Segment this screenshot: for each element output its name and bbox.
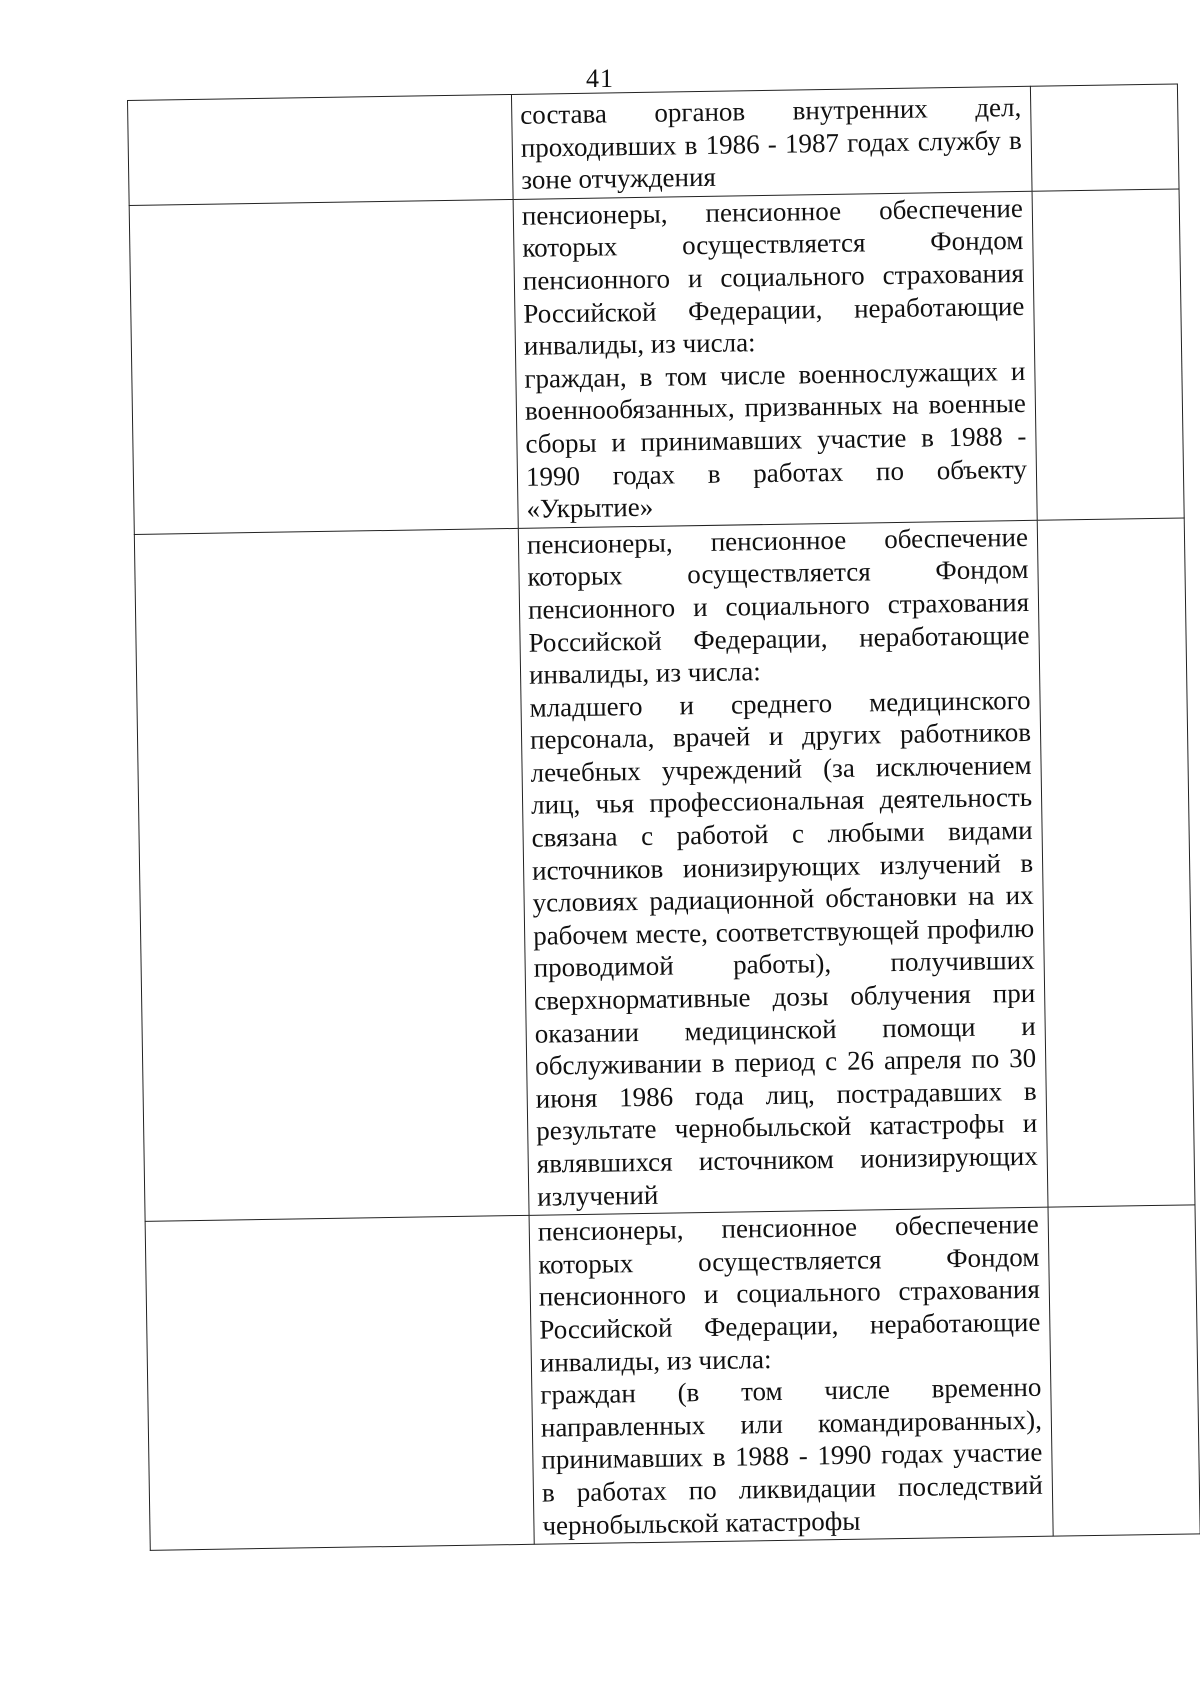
table-cell-empty-left bbox=[129, 199, 518, 534]
table-row bbox=[128, 84, 1180, 205]
table-row bbox=[129, 189, 1184, 534]
table-row bbox=[134, 518, 1195, 1222]
table-cell-empty-right bbox=[1048, 1205, 1200, 1536]
page-number: 41 bbox=[586, 64, 614, 93]
table-cell-text bbox=[529, 1207, 1053, 1544]
table-cell-empty-left bbox=[128, 94, 514, 205]
table-cell-empty-left bbox=[134, 528, 529, 1221]
table-cell-empty-right bbox=[1032, 189, 1184, 520]
cell-paragraph: пенсионеры, пенсионное обеспечение которых осуществляется Фондом пенсионного и социального страхования Российской Федерации, неработающие инвалиды, из числа: bbox=[537, 1209, 1041, 1378]
cell-paragraph: пенсионеры, пенсионное обеспечение которых осуществляется Фондом пенсионного и социального страхования Российской Федерации, неработающие инвалиды, из числа: bbox=[526, 521, 1030, 690]
cell-paragraph: граждан (в том числе временно направленных или командированных), принимавших в 1988 - 1990 годах участие в работах по ликвидации последствий чернобыльской катастрофы bbox=[540, 1371, 1044, 1541]
cell-paragraph: граждан, в том числе военнослужащих и военнообязанных, призванных на военные сборы и принимавших участие в 1988 - 1990 годах в работах по объекту «Укрытие» bbox=[524, 355, 1028, 524]
table-cell-text bbox=[511, 86, 1032, 199]
cell-paragraph: младшего и среднего медицинского персонала, врачей и других работников лечебных учреждений (за исключением лиц, чья профессиональная деятельность связана с работой с любыми видами источников ионизирующих излучений в условиях радиационной обстановки на их рабочем месте, соответствующей профилю проводимой работы), получивших сверхнормативные дозы облучения при оказании медицинской помощи и обслуживании в период с 26 апреля по 30 июня 1986 года лиц, пострадавших в результате чернобыльской катастрофы и являвшихся источником ионизирующих излучений bbox=[529, 684, 1038, 1212]
cell-paragraph: состава органов внутренних дел, проходивших в 1986 - 1987 годах службу в зоне отчуждения bbox=[520, 91, 1022, 196]
cell-paragraph: пенсионеры, пенсионное обеспечение которых осуществляется Фондом пенсионного и социального страхования Российской Федерации, неработающие инвалиды, из числа: bbox=[521, 192, 1025, 361]
table-row bbox=[145, 1205, 1200, 1550]
table-cell-empty-right bbox=[1030, 84, 1179, 191]
table-cell-text bbox=[518, 520, 1048, 1216]
document-table bbox=[127, 83, 1200, 1550]
table-cell-empty-left bbox=[145, 1216, 534, 1551]
table-cell-text bbox=[513, 191, 1037, 528]
table-cell-empty-right bbox=[1037, 518, 1195, 1208]
